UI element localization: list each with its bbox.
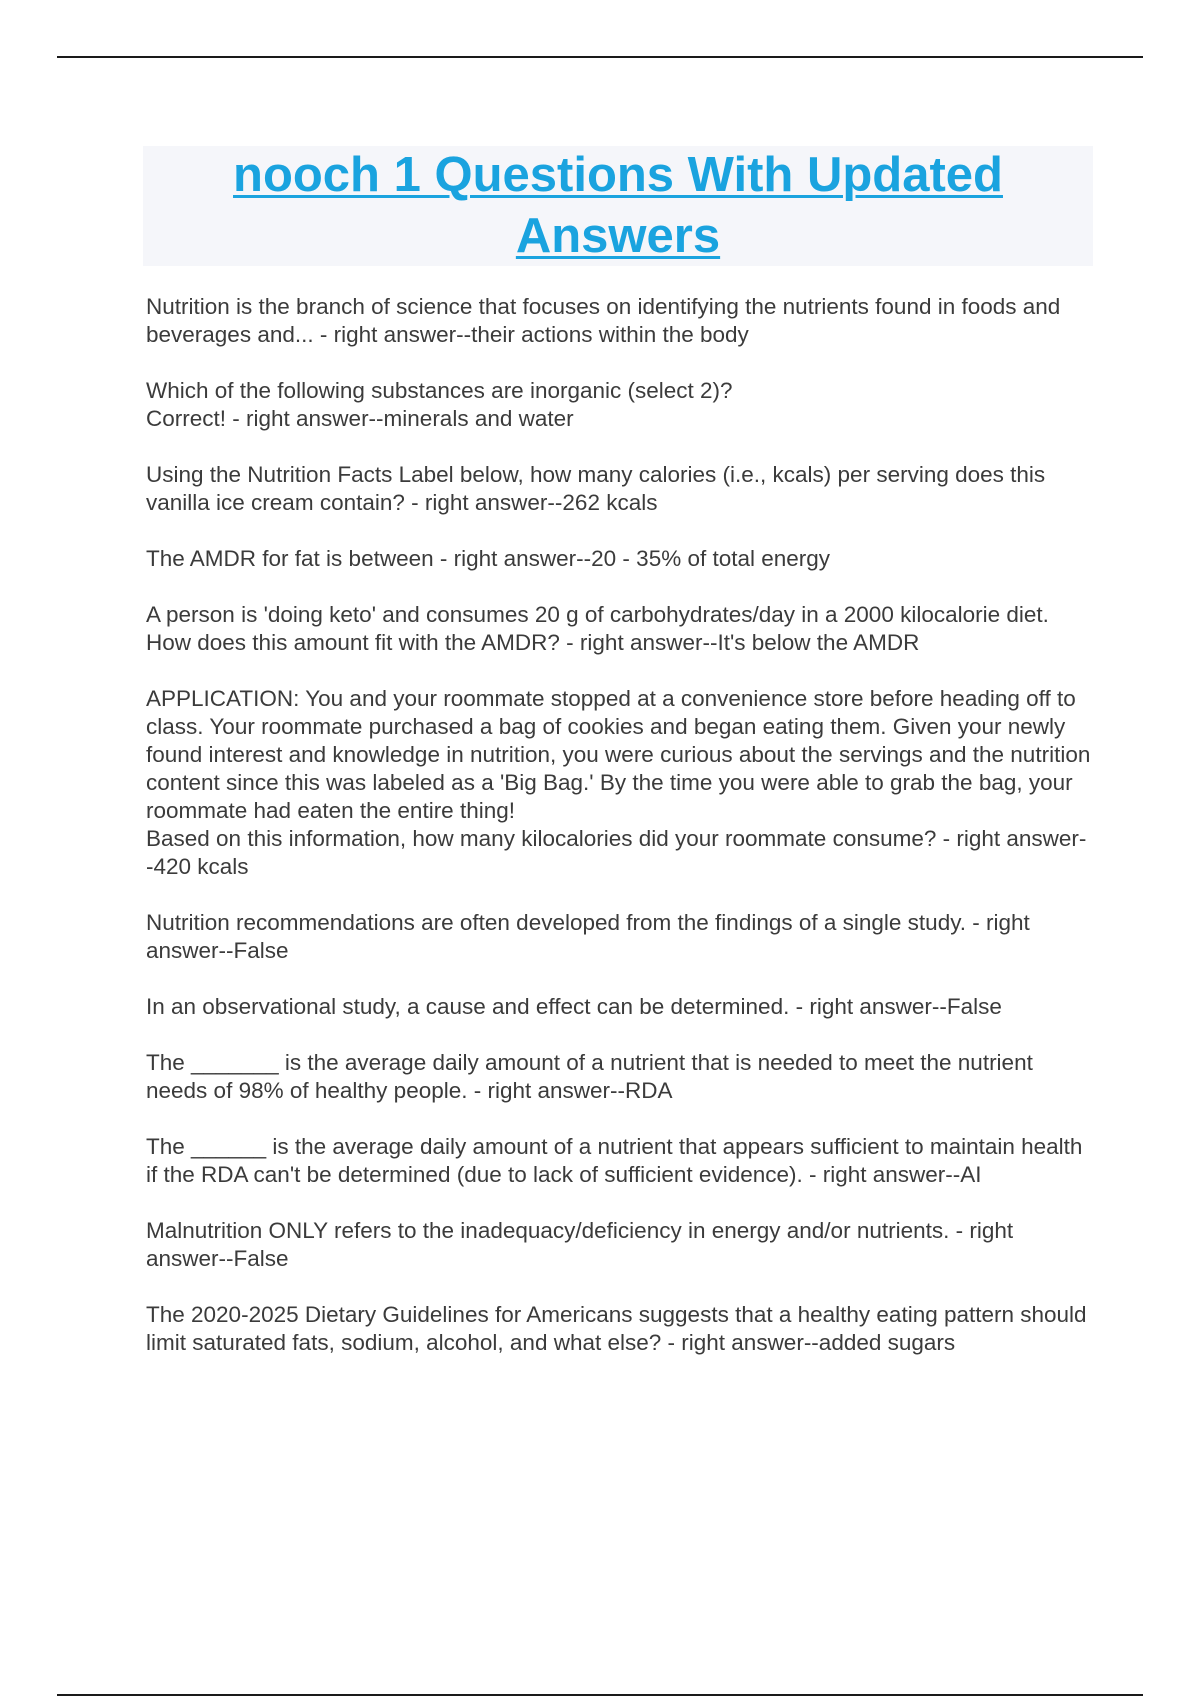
- qa-item: Which of the following substances are inorganic (select 2)? Correct! - right answer--minerals and water: [146, 378, 733, 431]
- top-divider: [57, 56, 1143, 58]
- qa-item: Using the Nutrition Facts Label below, how many calories (i.e., kcals) per serving does this vanilla ice cream contain? - right answer--262 kcals: [146, 462, 1046, 515]
- qa-item: The _______ is the average daily amount of a nutrient that is needed to meet the nutrient needs of 98% of healthy people. - right answer--RDA: [146, 1050, 1033, 1103]
- qa-item: APPLICATION: You and your roommate stopped at a convenience store before heading off to class. Your roommate purchased a bag of cookies and began eating them. Given your newly found interest and knowledge in nutrition, you were curious about the servings and the nutrition content since this was labeled as a 'Big Bag.' By the time you were able to grab the bag, your roommate had eaten the entire thing! Based on this information, how many kilocalories did your roommate consume? - right answer--420 kcals: [146, 686, 1091, 879]
- qa-list: [146, 293, 1096, 1385]
- qa-item: A person is 'doing keto' and consumes 20 g of carbohydrates/day in a 2000 kilocalorie diet. How does this amount fit with the AMDR? - right answer--It's below the AMDR: [146, 602, 1049, 655]
- qa-item: Malnutrition ONLY refers to the inadequacy/deficiency in energy and/or nutrients. - right answer--False: [146, 1218, 1014, 1271]
- qa-item: Nutrition is the branch of science that focuses on identifying the nutrients found in foods and beverages and... - right answer--their actions within the body: [146, 294, 1061, 347]
- title-banner: [143, 146, 1093, 266]
- bottom-divider: [57, 1694, 1143, 1696]
- qa-item: The AMDR for fat is between - right answer--20 - 35% of total energy: [146, 546, 831, 571]
- document-title-link[interactable]: nooch 1 Questions With Updated Answers: [233, 148, 1003, 263]
- qa-item: The 2020-2025 Dietary Guidelines for Americans suggests that a healthy eating pattern should limit saturated fats, sodium, alcohol, and what else? - right answer--added sugars: [146, 1302, 1087, 1355]
- qa-item: Nutrition recommendations are often developed from the findings of a single study. - right answer--False: [146, 910, 1030, 963]
- qa-item: In an observational study, a cause and effect can be determined. - right answer--False: [146, 994, 1002, 1019]
- qa-item: The ______ is the average daily amount of a nutrient that appears sufficient to maintain health if the RDA can't be determined (due to lack of sufficient evidence). - right answer--AI: [146, 1134, 1083, 1187]
